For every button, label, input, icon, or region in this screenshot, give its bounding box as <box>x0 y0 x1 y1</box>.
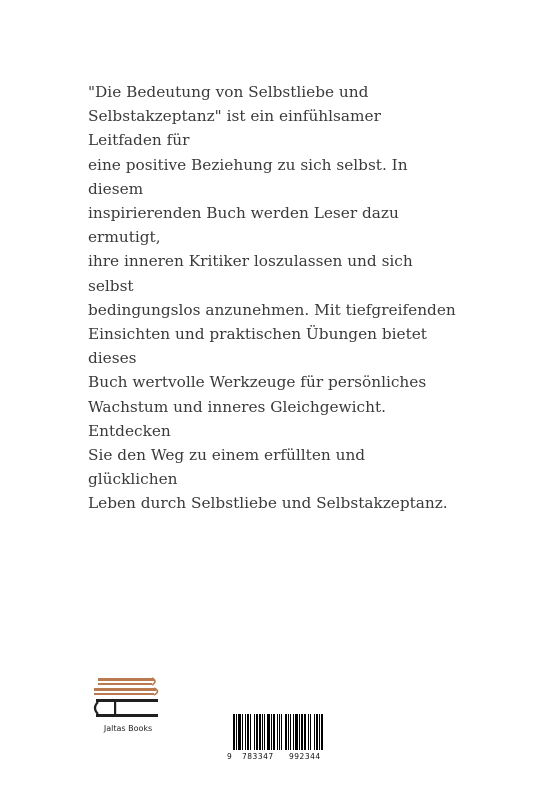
barcode-bar <box>256 714 258 750</box>
isbn-barcode <box>227 713 330 765</box>
barcode-bar <box>236 714 237 750</box>
barcode-bars <box>227 713 330 751</box>
barcode-bar <box>247 714 249 750</box>
publisher-name: Jaltas Books <box>103 724 153 733</box>
barcode-bar <box>299 714 300 750</box>
barcode-lead-digit: 9 <box>227 752 233 761</box>
barcode-bar <box>242 714 243 750</box>
back-cover-blurb: "Die Bedeutung von Selbstliebe und Selbstakzeptanz" ist ein einfühlsamer Leitfaden für eine positive Beziehung zu sich selbst. In diesem inspirierenden Buch werden Leser dazu ermutigt, ihre inneren Kritiker loszulassen und sich selbst bedingungslos anzunehmen. Mit tiefgreifenden Einsichten und praktischen Übungen bietet dieses Buch wertvolle Werkzeuge für persönliches Wachstum und inneres Gleichgewicht. Entdecken Sie den Weg zu einem erfüllten und glücklichen Leben durch Selbstliebe und Selbstakzeptanz. <box>88 83 456 513</box>
barcode-bar <box>290 714 291 750</box>
barcode-bar <box>262 714 263 750</box>
barcode-bar <box>319 714 320 750</box>
barcode-bar <box>264 714 265 750</box>
barcode-bar <box>233 714 235 750</box>
barcode-bar <box>281 714 282 750</box>
book-stack-icon <box>92 676 164 720</box>
barcode-bar <box>279 714 280 750</box>
barcode-bar <box>321 714 323 750</box>
barcode-bar <box>310 714 311 750</box>
barcode-bar <box>267 714 270 750</box>
barcode-bar <box>301 714 303 750</box>
barcode-bar <box>285 714 287 750</box>
barcode-bar <box>295 714 298 750</box>
barcode-bar <box>259 714 261 750</box>
barcode-bar <box>238 714 241 750</box>
barcode-bar <box>288 714 289 750</box>
barcode-bar <box>254 714 255 750</box>
barcode-bar <box>277 714 278 750</box>
barcode-bar <box>271 714 272 750</box>
barcode-bar <box>316 714 318 750</box>
barcode-right-digits: 992344 <box>289 752 321 761</box>
barcode-bar <box>314 714 315 750</box>
barcode-bar <box>273 714 275 750</box>
barcode-bar <box>293 714 294 750</box>
barcode-left-digits: 783347 <box>242 752 274 761</box>
publisher-logo <box>88 676 168 736</box>
barcode-bar <box>308 714 309 750</box>
barcode-bar <box>304 714 306 750</box>
barcode-bar <box>245 714 246 750</box>
barcode-bar <box>250 714 251 750</box>
